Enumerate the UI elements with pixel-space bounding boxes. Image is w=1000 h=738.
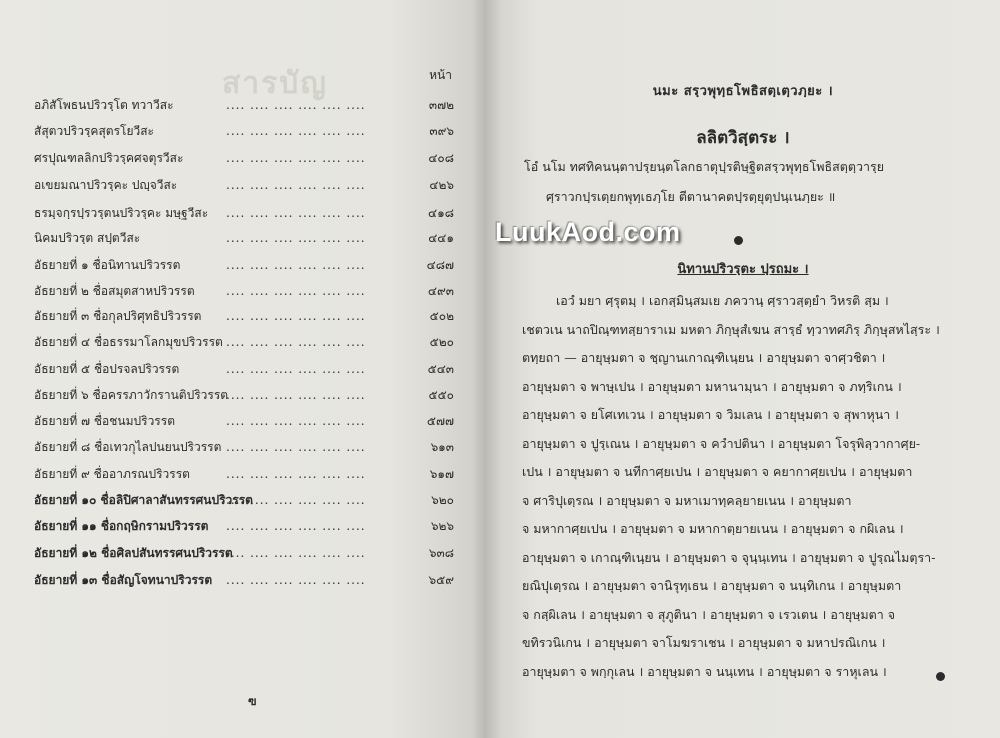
body-line: เชตวเน นาถปิณฺฑทสฺยาราเม มหตา ภิกฺษุสํเฆน สารฺธํ ทฺวาทศภิรฺ ภิกฺษุสหไสฺระ । — [522, 322, 940, 337]
toc-leader-dots: .... .... .... .... .... .... — [226, 388, 366, 402]
toc-page-number: ๔๙๓ — [427, 284, 454, 298]
toc-row — [34, 386, 454, 404]
toc-leader-dots: .... .... .... .... .... .... — [226, 98, 366, 112]
toc-leader-dots: .... .... .... .... .... .... — [226, 309, 366, 323]
toc-page-number: ๕๔๓ — [427, 362, 454, 376]
body-line: ขทิรวนิเกน । อายุษฺมตา จาโมฆราเชน । อายุษฺมตา จ มหาปรณิเกน । — [522, 635, 886, 650]
toc-leader-dots: .... .... .... .... .... .... — [226, 284, 366, 298]
toc-leader-dots: .... .... .... .... .... .... — [226, 573, 366, 587]
toc-row — [34, 229, 454, 247]
end-bullet-icon — [936, 672, 945, 681]
toc-page-number: ๕๗๗ — [426, 414, 454, 428]
toc-row — [34, 465, 454, 483]
toc-page-number: ๕๒๐ — [429, 335, 454, 349]
toc-page-number: ๖๑๓ — [430, 440, 454, 454]
toc-page-number: ๔๒๖ — [429, 178, 454, 192]
toc-leader-dots: .... .... .... .... .... .... — [226, 231, 366, 245]
toc-page-number: ๓๗๒ — [428, 98, 454, 112]
toc-label: อัธยายที่ ๑๐ ชื่อลิปิศาลาสันทรรศนปริวรรต — [34, 493, 253, 507]
toc-row — [34, 571, 454, 589]
toc-row — [34, 204, 454, 222]
toc-row — [34, 517, 454, 535]
body-line: จ มหากาศฺยเปน । อายุษฺมตา จ มหากาตฺยายเนน । อายุษฺมตา จ กผิเลน । — [522, 521, 904, 536]
toc-row — [34, 360, 454, 378]
toc-leader-dots: .... .... .... .... .... .... — [226, 178, 366, 192]
toc-label: อภิสัโพธนปริวรฺโต ทวาวีสะ — [34, 98, 174, 112]
section-bullet-icon — [734, 236, 743, 245]
toc-page-number: ๓๙๖ — [429, 124, 454, 138]
toc-label: ศรปุณฑลลิกปริวรฺคศจตุรวีสะ — [34, 151, 184, 165]
toc-leader-dots: .... .... .... .... .... .... — [226, 440, 366, 454]
toc-label: อเขยมณาปริวรฺคะ ปญฺจวีสะ — [34, 178, 178, 192]
toc-leader-dots: .... .... .... .... .... .... — [226, 519, 366, 533]
salutation-line: นมะ สรฺวพุทฺธโพธิสตฺเตฺวภฺยะ । — [652, 84, 834, 99]
toc-label: อัธยายที่ ๗ ชื่อชนมปริวรรต — [34, 414, 175, 428]
toc-label: อัธยายที่ ๖ ชื่อครรภาวักรานติปริวรรต — [34, 388, 229, 402]
toc-page-number: ๕๐๒ — [429, 309, 454, 323]
toc-row — [34, 122, 454, 140]
left-page — [0, 0, 486, 738]
ghost-heading: สารบัญ — [222, 66, 328, 101]
body-line: อายุษฺมตา จ ปูรฺเณน । อายุษฺมตา จ ควำปตินา । อายุษฺมตา โจรุพิลฺวากาศฺย- — [522, 436, 921, 451]
toc-page-number: ๕๕๐ — [428, 388, 454, 402]
toc-leader-dots: .... .... .... .... .... .... — [226, 467, 366, 481]
toc-leader-dots: .... .... .... .... .... .... — [226, 335, 366, 349]
toc-row — [34, 544, 454, 562]
toc-label: อัธยายที่ ๘ ชื่อเทวกุไลปนยนปริวรรต — [34, 440, 222, 454]
toc-label: สัสุตวปริวรฺคสุตรโยวีสะ — [34, 124, 154, 138]
body-line: เปน । อายุษฺมตา จ นทีกาศฺยเปน । อายุษฺมตา จ คยากาศฺยเปน । อายุษฺมตา — [522, 464, 913, 479]
intro-line: ศฺราวกปฺรเตฺยกพุทฺเธภฺโย ตีตานาคตปฺรตฺยุตฺปนฺเนภฺยะ ॥ — [546, 189, 836, 204]
toc-leader-dots: .... .... .... .... .... .... — [226, 493, 366, 507]
body-line: ตทฺยถา — อายุษฺมตา จ ชฺญานเกาณฺฑิเนฺยน । อายุษฺมตา จาศฺวชิตา । — [522, 350, 886, 365]
toc-page-number: ๔๘๗ — [426, 258, 454, 272]
body-line: ยณิปุเตฺรณ । อายุษฺมตา จานิรุทฺเธน । อายุษฺมตา จ นนฺทิเกน । อายุษฺมตา — [522, 578, 902, 593]
toc-page-number: ๖๕๙ — [428, 573, 454, 587]
toc-row — [34, 438, 454, 456]
toc-row — [34, 333, 454, 351]
toc-leader-dots: .... .... .... .... .... .... — [226, 124, 366, 138]
toc-row — [34, 176, 454, 194]
chapter-title: ลลิตวิสฺตระ । — [696, 128, 790, 148]
toc-page-number: ๖๑๗ — [429, 467, 454, 481]
body-line: อายุษฺมตา จ พกฺกุเลน । อายุษฺมตา จ นนฺเทน । อายุษฺมตา จ ราหุเลน । — [522, 664, 887, 679]
toc-page-number: ๖๒๖ — [430, 519, 454, 533]
toc-page-number: ๖๒๐ — [431, 493, 454, 507]
toc-page-number: ๔๔๑ — [428, 231, 454, 245]
toc-label: ธรมฺจกฺรปฺรวรฺตนปริวรฺคะ มษฺฐวีสะ — [34, 206, 209, 220]
toc-leader-dots: .... .... .... .... .... .... — [226, 206, 366, 220]
toc-leader-dots: .... .... .... .... .... .... — [226, 414, 366, 428]
watermark-text: LuukAod.com — [495, 217, 681, 247]
toc-row — [34, 256, 454, 274]
toc-row — [34, 96, 454, 114]
toc-label: อัธยายที่ ๓ ชื่อกุลปริศุทธิปริวรรต — [34, 309, 202, 323]
body-line: เอวํ มยา ศฺรุตมฺ । เอกสฺมินฺสมเย ภควานฺ ศฺราวสฺตฺยำ วิหรติ สฺม । — [556, 293, 889, 308]
right-page — [486, 0, 1000, 738]
toc-label: อัธยายที่ ๑ ชื่อนิทานปริวรรต — [34, 258, 181, 272]
toc-leader-dots: .... .... .... .... .... .... — [226, 151, 366, 165]
page-footer-number: ฃ — [248, 694, 257, 708]
toc-row — [34, 491, 454, 509]
body-line: จ ศาริปุเตฺรณ । อายุษฺมตา จ มหาเมาทฺคลฺยายเนน । อายุษฺมตา — [522, 493, 852, 508]
toc-leader-dots: .... .... .... .... .... .... — [226, 258, 366, 272]
toc-row — [34, 412, 454, 430]
toc-label: นิคมปริวรฺต สปฺตวีสะ — [34, 231, 141, 245]
toc-row — [34, 307, 454, 325]
toc-label: อัธยายที่ ๒ ชื่อสมุตสาหปริวรรต — [34, 284, 195, 298]
toc-leader-dots: .... .... .... .... .... .... — [226, 546, 366, 560]
section-title: นิทานปริวรฺตะ ปฺรถมะ । — [677, 262, 809, 277]
toc-row — [34, 149, 454, 167]
toc-label: อัธยายที่ ๑๑ ชื่อกฤษิกรามปริวรรต — [34, 519, 209, 533]
body-line: อายุษฺมตา จ พาษฺเปน । อายุษฺมตา มหานามฺนา । อายุษฺมตา จ ภทฺริเกน । — [522, 379, 902, 394]
toc-leader-dots: .... .... .... .... .... .... — [226, 362, 366, 376]
toc-label: อัธยายที่ ๑๓ ชื่อสัญโจทนาปริวรรต — [34, 573, 213, 587]
body-line: อายุษฺมตา จ เกาณฺฑิเนฺยน । อายุษฺมตา จ จุนฺนฺเทน । อายุษฺมตา จ ปูรฺณไมตฺรา- — [522, 550, 936, 565]
toc-row — [34, 282, 454, 300]
page-column-header: หน้า — [429, 68, 452, 82]
toc-label: อัธยายที่ ๔ ชื่อธรรมาโลกมุขปริวรรต — [34, 335, 223, 349]
intro-line: โอํ นโม ทศทิคนนฺตาปรฺยนฺตโลกธาตุปฺรติษฺฐิตสรฺวพุทฺธโพธิสตฺตฺวารฺย — [524, 159, 885, 174]
body-line: จ กสฺผิเลน । อายุษฺมตา จ สุภูตินา । อายุษฺมตา จ เรวเตน । อายุษฺมตา จ — [522, 607, 896, 622]
toc-page-number: ๖๓๘ — [428, 546, 454, 560]
toc-label: อัธยายที่ ๙ ชื่ออาภรณปริวรรต — [34, 467, 190, 481]
toc-page-number: ๔๑๘ — [428, 206, 454, 220]
body-line: อายุษฺมตา จ ยโศเทเวน । อายุษฺมตา จ วิมเลน । อายุษฺมตา จ สุพาหุนา । — [522, 407, 900, 422]
toc-page-number: ๔๐๘ — [428, 151, 454, 165]
toc-label: อัธยายที่ ๑๒ ชื่อศิลปสันทรรศนปริวรรต — [34, 546, 233, 560]
toc-label: อัธยายที่ ๕ ชื่อปรจลปริวรรต — [34, 362, 180, 376]
